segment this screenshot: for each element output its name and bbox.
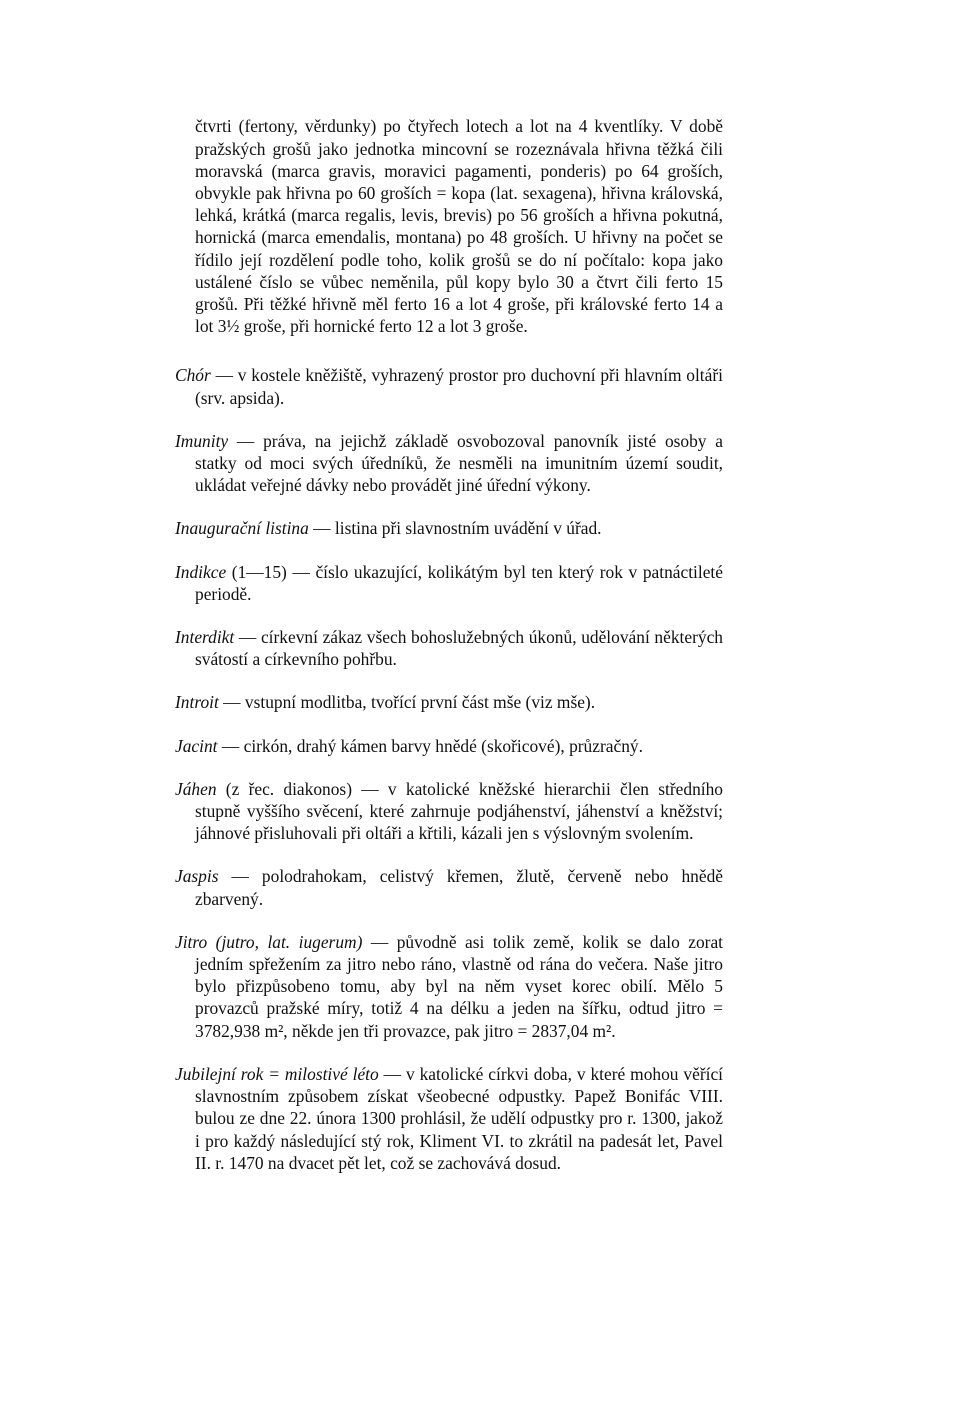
- entry-term: Introit: [175, 692, 219, 713]
- entry-definition: listina při slavnostním uvádění v úřad.: [334, 518, 602, 539]
- entry-separator: —: [218, 692, 245, 713]
- glossary-entry-chor: [175, 364, 723, 408]
- glossary-entry-indikce: [175, 561, 723, 605]
- entry-term: Interdikt: [175, 627, 235, 648]
- entry-separator: —: [308, 518, 335, 539]
- entry-separator: —: [228, 430, 264, 451]
- entry-term: Inaugurační listina: [175, 518, 309, 539]
- entry-separator: —: [234, 627, 261, 648]
- entry-definition: polodrahokam, celistvý křemen, žlutě, červeně nebo hnědě zbarvený.: [195, 866, 723, 909]
- glossary-page: [175, 98, 723, 1195]
- entry-separator: —: [217, 735, 244, 756]
- entry-separator: —: [378, 1063, 406, 1084]
- entry-term: Jáhen: [175, 778, 217, 799]
- entry-separator: —: [210, 365, 238, 386]
- entry-definition: číslo ukazující, kolikátým byl ten který rok v patnáctileté periodě.: [195, 561, 723, 604]
- glossary-entry-jaspis: [175, 865, 723, 909]
- glossary-entry-jitro: [175, 931, 723, 1042]
- entry-term: Jacint: [175, 735, 218, 756]
- entry-term: Jitro (jutro, lat. iugerum): [175, 931, 363, 952]
- entry-definition: v katolické kněžské hierarchii člen středního stupně vyššího svěcení, které zahrnuje podjáhenství, jáhenství a kněžství; jáhnové přisluhovali při oltáři a křtili, kázali jen s výslovným svolením.: [195, 778, 723, 844]
- entry-definition: v kostele kněžiště, vyhrazený prostor pro duchovní při hlavním oltáři (srv. apsida).: [195, 365, 723, 408]
- entry-definition: vstupní modlitba, tvořící první část mše (viz mše).: [244, 692, 596, 713]
- entry-definition: cirkón, drahý kámen barvy hnědé (skořicové), průzračný.: [243, 735, 643, 756]
- entry-definition: v katolické církvi doba, v které mohou věřící slavnostním způsobem získat všeobecné odpustky. Papež Bonifác VIII. bulou ze dne 22. února 1300 prohlásil, že udělí odpustky pro r. 1300, jakož i pro každý následující stý rok, Kliment VI. to zkrátil na padesát let, Pavel II. r. 1470 na dvacet pět let, což se zachovává dosud.: [195, 1063, 723, 1173]
- entry-separator: (z řec. diakonos) —: [216, 778, 388, 799]
- entry-term: Jaspis: [175, 866, 219, 887]
- glossary-entry-imunity: [175, 430, 723, 497]
- entry-term: Imunity: [175, 430, 229, 451]
- entry-term: Indikce: [175, 561, 227, 582]
- glossary-entry-introit: [175, 691, 723, 713]
- entry-separator: (1—15) —: [226, 561, 316, 582]
- entry-definition: původně asi tolik země, kolik se dalo zorat jedním spřežením za jitro nebo ráno, vlastně od rána do večera. Naše jitro bylo přizpůsobeno tomu, aby byl na něm vyset korec obilí. Mělo 5 provazců pražské míry, totiž 4 na délku a jeden na šířku, odtud jitro = 3782,938 m², někde jen tři provazce, pak jitro = 2837,04 m².: [195, 931, 723, 1041]
- entry-definition: církevní zákaz všech bohoslužebných úkonů, udělování některých svátostí a církevního pohřbu.: [195, 627, 723, 670]
- entry-term: Jubilejní rok = milostivé léto: [175, 1063, 379, 1084]
- entry-term: Chór: [175, 365, 211, 386]
- entry-definition: práva, na jejichž základě osvobozoval panovník jisté osoby a statky od moci svých úředníků, že nesměli na imunitním území soudit, ukládat veřejné dávky nebo provádět jiné úřední výkony.: [195, 430, 723, 496]
- entry-separator: —: [218, 866, 262, 887]
- intro-paragraph: čtvrti (fertony, věrdunky) po čtyřech lotech a lot na 4 kventlíky. V době pražských grošů jako jednotka mincovní se rozeznávala hřivna těžká čili moravská (marca gravis, moravici pagamenti, ponderis) po 64 groších, obvykle pak hřivna po 60 groších = kopa (lat. sexagena), hřivna královská, lehká, krátká (marca regalis, levis, brevis) po 56 groších a hřivna pokutná, hornická (marca emendalis, montana) po 48 groších. U hřivny na počet se řídilo její rozdělení podle toho, kolik grošů se do ní počítalo: kopa jako ustálené číslo se vůbec neměnila, půl kopy bylo 30 a čtvrt čili ferto 15 grošů. Při těžké hřivně měl ferto 16 a lot 4 groše, při královské ferto 14 a lot 3½ groše, při hornické ferto 12 a lot 3 groše.: [195, 116, 723, 337]
- glossary-entry-jahen: [175, 778, 723, 845]
- glossary-entry-jubilejni-rok: [175, 1063, 723, 1174]
- glossary-entry-inauguracni-listina: [175, 517, 723, 539]
- glossary-entry-jacint: [175, 735, 723, 757]
- glossary-entry-interdikt: [175, 626, 723, 670]
- entry-separator: —: [362, 931, 397, 952]
